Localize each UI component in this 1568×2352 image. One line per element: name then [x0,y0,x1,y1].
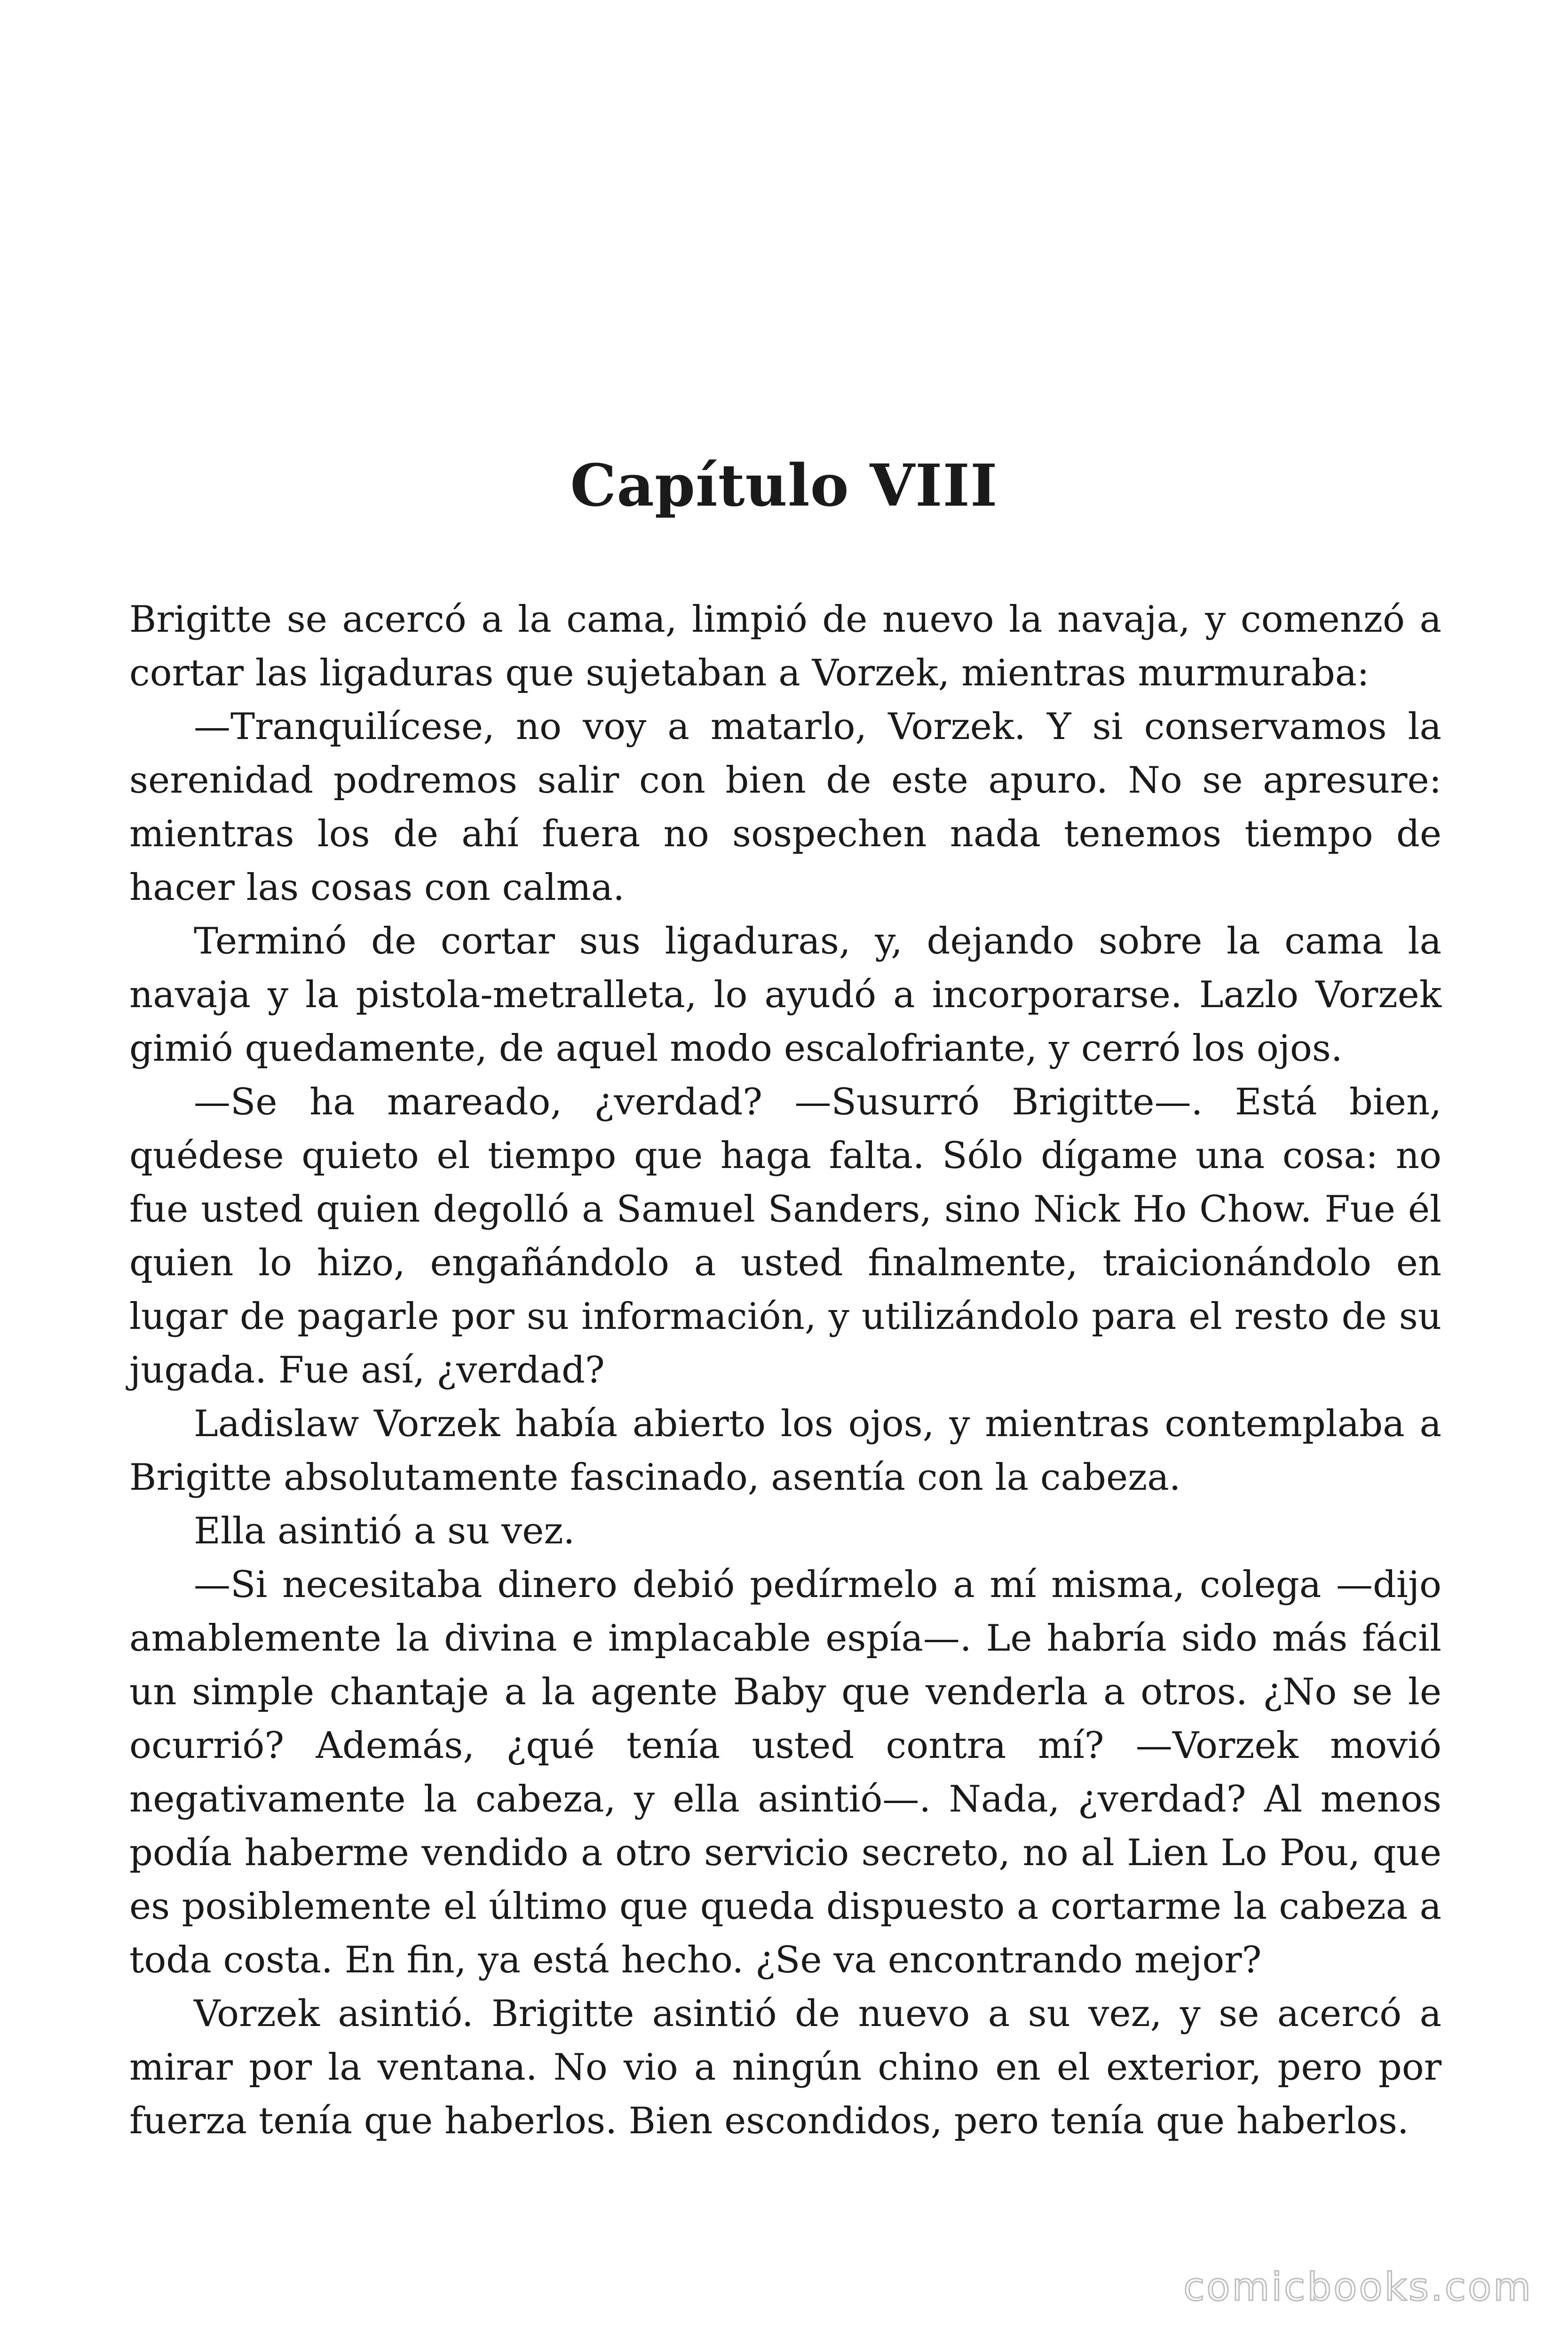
watermark: comicbooks.com [1183,2265,1533,2310]
paragraph: —Se ha mareado, ¿verdad? —Susurró Brigitte—. Está bien, quédese quieto el tiempo que haga falta. Sólo dígame una cosa: no fue usted quien degolló a Samuel Sanders, sino Nick Ho Chow. Fue él quien lo hizo, engañándolo a usted finalmente, traicionándolo en lugar de pagarle por su información, y utilizándolo para el resto de su jugada. Fue así, ¿verdad? [129,1081,1441,1391]
paragraph: —Tranquilícese, no voy a matarlo, Vorzek. Y si conservamos la serenidad podremos salir con bien de este apuro. No se apresure: mientras los de ahí fuera no sospechen nada tenemos tiempo de hacer las cosas con calma. [129,706,1441,909]
chapter-title: Capítulo VIII [570,452,998,520]
paragraph: Ella asintió a su vez. [194,1510,575,1552]
chapter-body [129,593,1441,2148]
paragraph: Ladislaw Vorzek había abierto los ojos, y mientras contemplaba a Brigitte absolutamente fascinado, asentía con la cabeza. [129,1403,1441,1499]
paragraph: Vorzek asintió. Brigitte asintió de nuevo a su vez, y se acercó a mirar por la ventana. No vio a ningún chino en el exterior, pero por fuerza tenía que haberlos. Bien escondidos, pero tenía que haberlos. [129,1993,1441,2142]
paragraph: Terminó de cortar sus ligaduras, y, dejando sobre la cama la navaja y la pistola-metralleta, lo ayudó a incorporarse. Lazlo Vorzek gimió quedamente, de aquel modo escalofriante, y cerró los ojos. [129,920,1441,1070]
paragraph: Brigitte se acercó a la cama, limpió de nuevo la navaja, y comenzó a cortar las ligaduras que sujetaban a Vorzek, mientras murmuraba: [129,598,1441,694]
paragraph: —Si necesitaba dinero debió pedírmelo a mí misma, colega —dijo amablemente la divina e implacable espía—. Le habría sido más fácil un simple chantaje a la agente Baby que venderla a otros. ¿No se le ocurrió? Además, ¿qué tenía usted contra mí? —Vorzek movió negativamente la cabeza, y ella asintió—. Nada, ¿verdad? Al menos podía haberme vendido a otro servicio secreto, no al Lien Lo Pou, que es posiblemente el último que queda dispuesto a cortarme la cabeza a toda costa. En fin, ya está hecho. ¿Se va encontrando mejor? [129,1564,1441,1981]
